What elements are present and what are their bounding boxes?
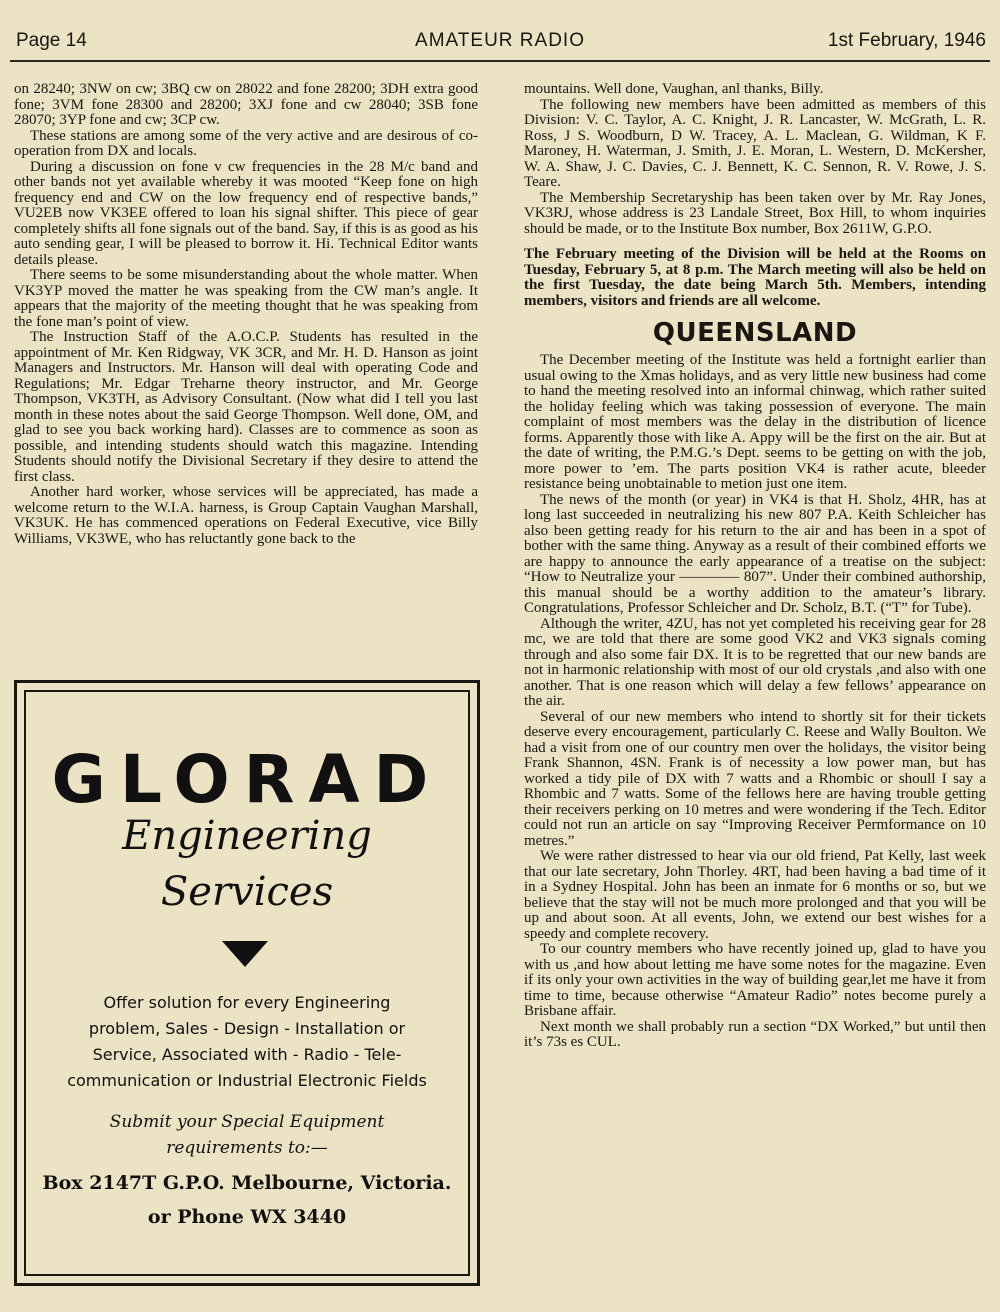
ad-brand: GLORAD bbox=[51, 741, 443, 818]
right-column bbox=[524, 82, 986, 1051]
paragraph: The Membership Secretaryship has been taken over by Mr. Ray Jones, VK3RJ, whose address is 23 Landale Street, Box Hill, to whom inquiries should be made, or to the Institute Box number, Box 2611W, G.P.O. bbox=[524, 189, 986, 237]
paragraph: The news of the month (or year) in VK4 is that H. Sholz, 4HR, has at long last succeeded in neutralizing his new 807 P.A. Keith Schleicher has also been getting ready for his return to the air and has been in a spot of bother with the same thing. Anyway as a result of their combined efforts we are happy to announce the early appearance of a treatise on the subject: “How to Neutralize your ———— 807”. Under their combined authorship, this manual should be a worthy addition to the amateur’s library. Congratulations, Professor Schleicher and Dr. Scholz, B.T. (“T” for Tube). bbox=[524, 491, 986, 616]
glorad-advertisement bbox=[14, 680, 480, 1286]
ad-title-line2: Services bbox=[160, 869, 334, 915]
down-triangle-icon bbox=[222, 941, 268, 967]
paragraph: The Instruction Staff of the A.O.C.P. Students has resulted in the appointment of Mr. Ken Ridgway, VK 3CR, and Mr. H. D. Hanson as joint Managers and Instructors. Mr. Hanson will deal with operating Code and Regulations; Mr. Edgar Treharne theory instructor, and Mr. George Thompson, VK3TH, as Advisory Consultant. (Now what did I tell you last month in these notes about the said George Thompson. Well done, OM, and glad to see you back working hard). Classes are to commence as soon as possible, and intending students should watch this magazine. Intending Students should notify the Divisional Secretary if they desire to attend the first class. bbox=[14, 329, 478, 485]
header-rule bbox=[10, 60, 990, 62]
ad-submit-line: Submit your Special Equipment bbox=[109, 1112, 385, 1132]
paragraph: During a discussion on fone v cw frequencies in the 28 M/c band and other bands not yet available whereby it was mooted “Keep fone on high frequency end and CW on the low frequency end of respective bands,” VU2EB now VK3EE offered to loan his signal shifter. This piece of gear completely shifts all fone signals out of the band. Say, if this is as good as his auto sending gear, I will be pleased to borrow it. Hi. Technical Editor wants details please. bbox=[14, 158, 478, 268]
paragraph: The following new members have been admitted as members of this Division: V. C. Taylor, A. C. Knight, J. R. Lancaster, W. McGrath, L. R. Ross, J S. Woodburn, D W. Tracey, A. L. Maclean, G. Wildman, K F. Maroney, H. Waterman, J. Smith, J. E. Moran, L. Western, D. McKersher, W. A. Shaw, J. C. Davies, C. J. Bennett, K. C. Sennon, R. V. Rowe, J. S. Teare. bbox=[524, 96, 986, 190]
paragraph: The December meeting of the Institute was held a fortnight earlier than usual owing to the Xmas holidays, and as very little new business had come to hand the meeting resolved into an informal chinwag, which rather suited the holiday feeling which was taking possession of everyone. The main complaint of most members was the delay in the distribution of licence forms. Apparently those with like A. Appy will be the first on the air. But at the date of writing, the P.M.G.’s Dept. seems to be getting on with the job, more power to ’em. The parts position VK4 is rather acute, bleeder resistance being unobtainable to metion just one item. bbox=[524, 352, 986, 492]
paragraph: Although the writer, 4ZU, has not yet completed his receiving gear for 28 mc, we are told that there are some good VK2 and VK3 signals coming through and also some fair DX. It is to be regretted that our new bands are not in harmonic relationship with most of our old crystals ,and also with one another. That is one reason which will delay a few fellows’ appearance on the air. bbox=[524, 615, 986, 709]
ad-offer-line: communication or Industrial Electronic Fields bbox=[67, 1071, 427, 1090]
ad-title-line1: Engineering bbox=[122, 813, 372, 859]
paragraph: These stations are among some of the very active and are desirous of co-operation from DX and locals. bbox=[14, 127, 478, 159]
ad-offer-line: Service, Associated with - Radio - Tele- bbox=[92, 1045, 402, 1064]
paragraph: There seems to be some misunderstanding about the whole matter. When VK3YP moved the matter he was speaking from the CW man’s angle. It appears that the majority of the meeting thought that he was speaking from the fone man’s point of view. bbox=[14, 267, 478, 330]
ad-submit-line: requirements to:— bbox=[166, 1138, 328, 1158]
paragraph: Next month we shall probably run a section “DX Worked,” but until then it’s 73s es CUL. bbox=[524, 1018, 986, 1050]
ad-submit bbox=[17, 1109, 477, 1161]
paragraph: We were rather distressed to hear via our old friend, Pat Kelly, last week that our late secretary, John Thorley. 4RT, had been having a bad time of it in a Sydney Hospital. John has been an inmate for 6 months or so, but we believe that the stay will not be much more prolonged and that you will be up and about soon. At all events, John, we extend our best wishes for a speedy and complete recovery. bbox=[524, 848, 986, 942]
ad-offer-line: problem, Sales - Design - Installation or bbox=[88, 1019, 406, 1038]
page-number: Page 14 bbox=[16, 30, 87, 51]
section-heading: QUEENSLAND bbox=[652, 318, 858, 348]
ad-contact-line: Box 2147T G.P.O. Melbourne, Victoria. bbox=[42, 1172, 452, 1194]
ad-offer bbox=[57, 990, 437, 1094]
issue-date: 1st February, 1946 bbox=[827, 30, 986, 51]
paragraph: mountains. Well done, Vaughan, anl thanks, Billy. bbox=[524, 81, 824, 97]
paragraph: on 28240; 3NW on cw; 3BQ cw on 28022 and fone 28200; 3DH extra good fone; 3VM fone 28300 and 28200; 3XJ fone and cw 28040; 3SB fone 28070; 3YP fone and cw; 3CP cw. bbox=[14, 81, 478, 128]
meeting-notice: The February meeting of the Division will be held at the Rooms on Tuesday, February 5, at 8 p.m. The March meeting will also be held on the first Tuesday, the date being March 5th. Members, intending members, visitors and friends are all welcome. bbox=[524, 246, 986, 309]
ad-contact bbox=[17, 1166, 477, 1234]
page-header bbox=[0, 28, 1000, 56]
magazine-title: AMATEUR RADIO bbox=[415, 30, 585, 51]
paragraph: To our country members who have recently joined up, glad to have you with us ,and how about letting me have some notes for the magazine. Even if its only your own activities in the way of building gear,let me have it from time to time, because otherwise “Amateur Radio” notes become purely a Brisbane affair. bbox=[524, 941, 986, 1019]
paragraph: Another hard worker, whose services will be appreciated, has made a welcome return to the W.I.A. harness, is Group Captain Vaughan Marshall, VK3UK. He has commenced operations on Federal Executive, vice Billy Williams, VK3WE, who has reluctantly gone back to the bbox=[14, 484, 478, 547]
left-column bbox=[14, 82, 478, 547]
ad-contact-line: or Phone WX 3440 bbox=[147, 1206, 347, 1228]
paragraph: Several of our new members who intend to shortly sit for their tickets deserve every encouragement, particularly C. Reese and Wally Boulton. We had a visit from one of our country men over the holidays, the visitor being Frank Shannon, 4SN. Frank is of necessity a low power man, but has worked a tidy pile of DX with 7 watts and a Rhombic or shoull I say a Rhombic and 7 watts. Some of the fellows here are having trouble getting their receivers perking on 10 metres and were wondering if the Tech. Editor could not run an article on say “Improving Receiver Permformance on 10 metres.” bbox=[524, 708, 986, 849]
ad-offer-line: Offer solution for every Engineering bbox=[103, 993, 391, 1012]
